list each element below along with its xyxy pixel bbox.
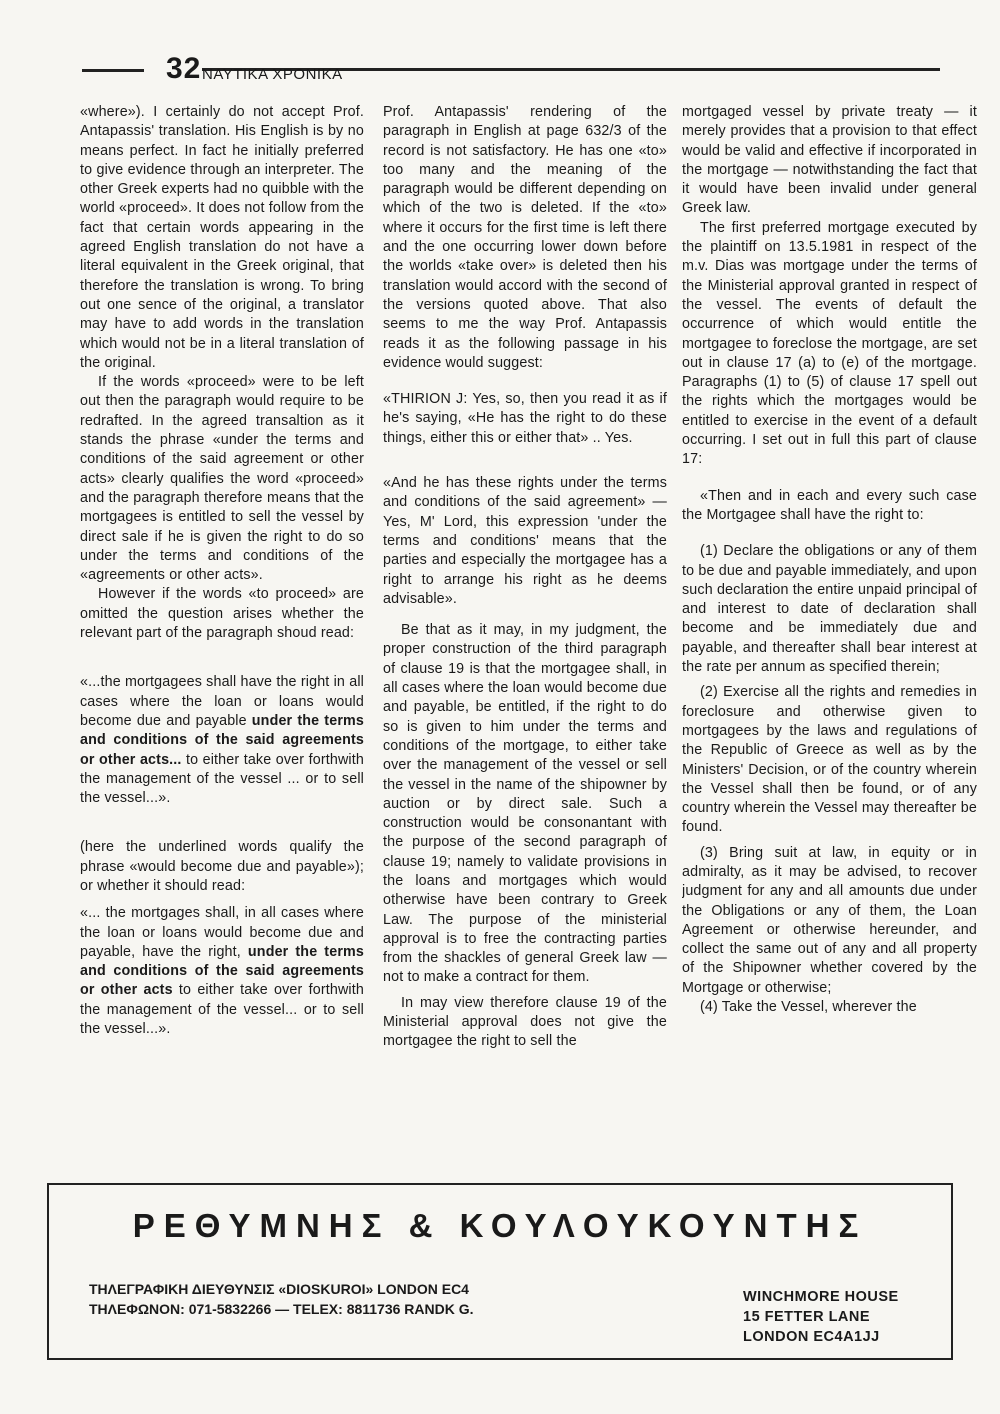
list-item: (4) Take the Vessel, wherever the xyxy=(700,999,917,1016)
quote-paragraph: «THIRION J: Yes, so, then you read it as if he's saying, «He has the right to do these things, either this or either that» .. Yes. xyxy=(383,391,667,446)
firm-name: ΡΕΘΥΜΝΗΣ & ΚΟΥΛΟΥΚΟΥΝΤΗΣ xyxy=(132,1207,868,1244)
quote-text: to either take over forthwith the management of the vessel... or to sell the vessel...». xyxy=(80,982,364,1038)
paragraph: If the words «proceed» were to be left out then the paragraph would require to be redrafted. In the agreed transaltion as it stands the phrase «under the terms and conditions of the said agreement or other acts» clearly qualifies the word «proceed» and the paragraph therefore means that the mortgagees is entitled to sell the vessel by direct sale if he is given the right to do so under the terms and conditions of the «agreements or other acts». xyxy=(80,374,364,584)
quote-paragraph xyxy=(80,673,364,808)
page-header xyxy=(82,52,940,88)
paragraph: However if the words «to proceed» are omitted the question arises whether the relevant part of the paragraph shoud read: xyxy=(80,586,364,642)
text-column-3 xyxy=(682,103,977,1190)
quote-paragraph: «And he has these rights under the terms and conditions of the said agreement» — Yes, M' Lord, this expression 'under the terms and conditions' means that the parties and especially the mortgagee has a right to arrange his right as he deems advisable». xyxy=(383,475,667,607)
law-firm-advertisement xyxy=(47,1183,953,1360)
quote-text: «...the mortgagees shall have the right in all cases where the loan or loans would become due and payable xyxy=(80,674,364,729)
text-column-1 xyxy=(80,103,364,1190)
paragraph: Be that as it may, in my judgment, the proper construction of the third paragraph of clause 19 is that the mortgagee shall, in all cases where the loan would become due and payable, be entitled, if the right to do so is given to him under the terms and conditions of the mortgage, to either take over the management of the vessel or sell the vessel in the name of the shipowner by auction or by direct sale. Such a construction would be consonantant with the purpose of the second paragraph of clause 19; namely to validate provisions in the loans and mortgages which would otherwise have been contrary to Greek Law. The purpose of the ministerial approval is to free the contracting parties from the shackles of general Greek law — not to make a contract for them. xyxy=(383,622,667,986)
address-line: LONDON EC4A1JJ xyxy=(743,1329,880,1345)
address-line: WINCHMORE HOUSE xyxy=(743,1289,899,1305)
quote-text: «... the mortgages shall, in all cases where the loan or loans would become due and payable, have the right, xyxy=(80,905,364,960)
postal-address xyxy=(743,1287,899,1347)
paragraph: (here the underlined words qualify the phrase «would become due and payable»); or whether it should read: xyxy=(80,839,364,894)
list-item: (1) Declare the obligations or any of them to be due and payable immediately, and upon such declaration the entire unpaid principal of and interest to date of declaration shall become and be immediately due and payable, and thereafter shall bear interest at the rate per annum as specified therein; xyxy=(682,543,977,676)
contact-details xyxy=(89,1279,474,1319)
paragraph: In may view therefore clause 19 of the Ministerial approval does not give the mortgagee the right to sell the xyxy=(383,994,667,1050)
list-item: (2) Exercise all the rights and remedies in foreclosure and otherwise given to mortgagees by the laws and regulations of the Republic of Greece as well as by the Ministers' Decision, or of the country wherein the Vessel shall then be found, or of any country wherein the Vessel may thereafter be found. xyxy=(682,684,977,836)
header-rule-left xyxy=(82,69,144,72)
paragraph: «where»). I certainly do not accept Prof. Antapassis' translation. His English is by no means perfect. In fact he initially preferred to give evidence through an interpreter. The other Greek experts had no quibble with the world «proceed». It does not follow from the fact that certain words appearing in the agreed English translation do not have a literal equivalent in the Greek original, that therefore the translation is wrong. To bring out one sence of the original, a translator may have to add words in the translation which would not be in a literal translation of the original. xyxy=(80,104,364,371)
quote-paragraph: «Then and in each and every such case the Mortgagee shall have the right to: xyxy=(682,487,977,523)
list-item: (3) Bring suit at law, in equity or in admiralty, as it may be advised, to recover judgment for any and all amounts due under the Obligations or any of them, the Loan Agreement or otherwise hereunder, and collect the same out of any and all property of the Shipowner whether covered by the Mortgage or otherwise; xyxy=(682,844,977,996)
underlined-phrase: under the terms and conditions of the said agreements or other acts... xyxy=(80,712,364,768)
phone-telex: ΤΗΛΕΦΩΝΟΝ: 071-5832266 — TELEX: 8811736 RANDK G. xyxy=(89,1301,474,1317)
underlined-phrase: under the terms and conditions of the said agreements or other acts xyxy=(80,943,364,999)
address-line: 15 FETTER LANE xyxy=(743,1309,871,1325)
paragraph: The first preferred mortgage executed by the plaintiff on 13.5.1981 in respect of the m.v. Dias was mortgage under the terms of the Ministerial approval granted in respect of the vessel. The events of default the occurrence of which would entitle the mortgagee to foreclose the mortgage, are set out in clause 17 (a) to (e) of the mortgage. Paragraphs (1) to (5) of clause 17 spell out the rights which the mortgages would be entitled to exercise in the event of a default occurring. I set out in full this part of clause 17: xyxy=(682,219,977,468)
telegraph-address: ΤΗΛΕΓΡΑΦΙΚΗ ΔΙΕΥΘΥΝΣΙΣ «DIOSKUROI» LONDON EC4 xyxy=(89,1281,469,1297)
text-column-2 xyxy=(383,103,667,1190)
paragraph: Prof. Antapassis' rendering of the paragraph in English at page 632/3 of the record is not satisfactory. He has one «to» too many and the meaning of the paragraph would be different depending on which of the two is deleted. If the «to» where it occurs for the first time is left there and the one occurring lower down before the worlds «take over» is deleted then his translation would accord with the second of the versions quoted above. That also seems to me the way Prof. Antapassis reads it as the following passage in his evidence would suggest: xyxy=(383,104,667,371)
quote-paragraph xyxy=(80,904,364,1039)
page-number: 32 xyxy=(166,52,202,85)
magazine-title: ΝΑΥΤΙΚΑ ΧΡΟΝΙΚΑ xyxy=(202,66,343,83)
paragraph: mortgaged vessel by private treaty — it merely provides that a provision to that effect would be valid and effective if incorporated in the mortgage — notwithstanding the fact that it would have been invalid under general Greek law. xyxy=(682,104,977,217)
quote-text: to either take over forthwith the management of the vessel ... or to sell the vessel...». xyxy=(80,751,364,807)
